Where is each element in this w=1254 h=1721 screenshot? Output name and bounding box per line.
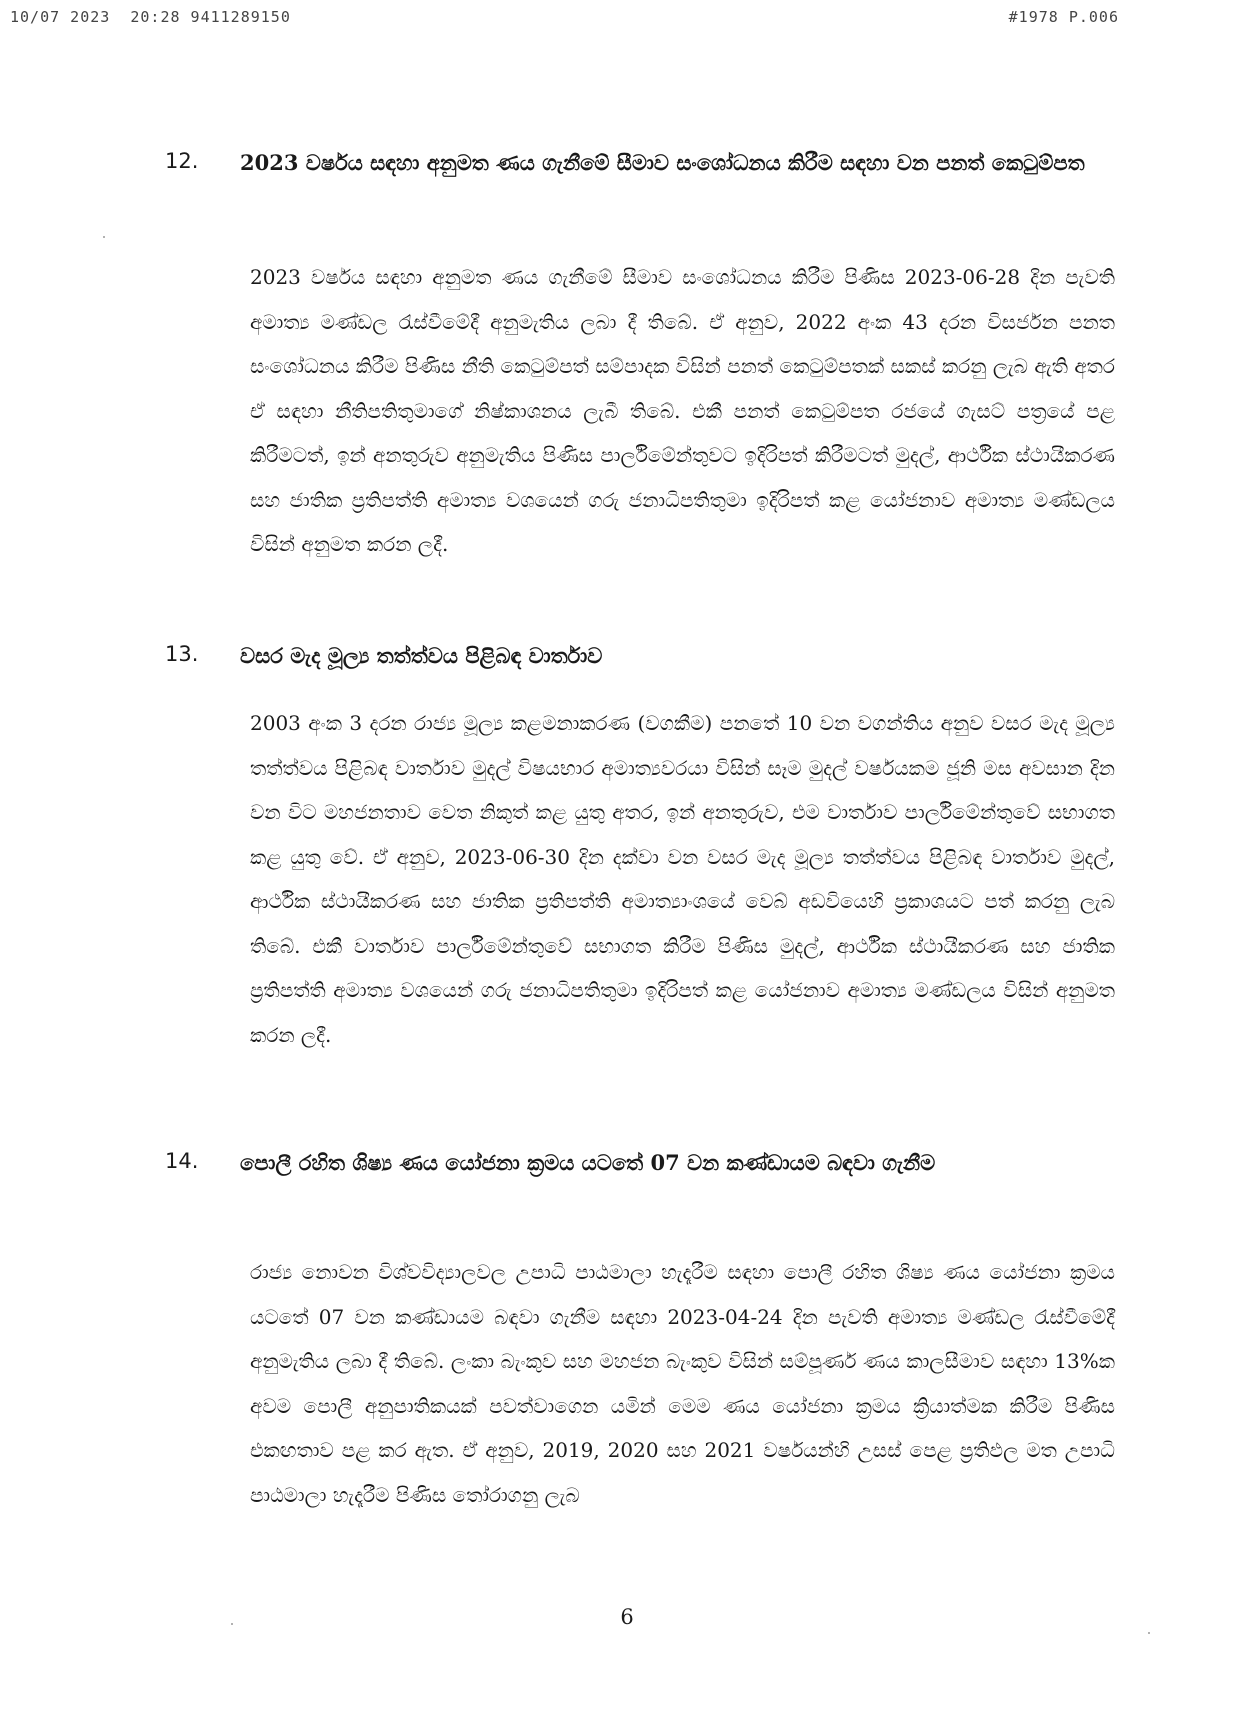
section-title: පොලී රහිත ශිෂ්‍ය ණය යෝජනා ක්‍රමය යටතේ 07 වන කණ්ඩායම බඳවා ගැනීම bbox=[240, 1150, 936, 1175]
page-number: 6 bbox=[620, 1605, 634, 1629]
section-number: 12. bbox=[165, 149, 199, 173]
scan-speck bbox=[1148, 1632, 1150, 1634]
section-body: 2023 වර්ෂය සඳහා අනුමත ණය ගැනීමේ සීමාව සංශෝධනය කිරීම පිණිස 2023-06-28 දින පැවති අමාත්‍ය මණ්ඩල රැස්වීමේදී අනුමැතිය ලබා දී තිබේ. ඒ අනුව, 2022 අංක 43 දරන විසර්ජන පනත සංශෝධනය කිරීම පිණිස නීති කෙටුම්පත් සම්පාදක විසින් පනත් කෙටුම්පතක් සකස් කරනු ලැබ ඇති අතර ඒ සඳහා නීතිපතිතුමාගේ නිෂ්කාශනය ලැබී තිබේ. එකී පනත් කෙටුම්පත රජයේ ගැසට් පත්‍රයේ පළ කිරීමටත්, ඉන් අනතුරුව අනුමැතිය පිණිස පාර්ලිමේන්තුවට ඉදිරිපත් කිරීමටත් මුදල්, ආර්ථික ස්ථායීකරණ සහ ජාතික ප්‍රතිපත්ති අමාත්‍ය වශයෙන් ගරු ජනාධිපතිතුමා ඉදිරිපත් කළ යෝජනාව අමාත්‍ය මණ්ඩලය විසින් අනුමත කරන ලදී. bbox=[250, 265, 1115, 556]
section-number: 13. bbox=[165, 642, 199, 666]
section-number: 14. bbox=[165, 1149, 199, 1173]
scan-speck bbox=[103, 236, 105, 238]
fax-page-ref: #1978 P.006 bbox=[1008, 8, 1119, 26]
fax-timestamp: 10/07 2023 20:28 9411289150 bbox=[10, 8, 291, 26]
fax-header bbox=[0, 8, 1254, 34]
section-title: වසර මැද මූල්‍ය තත්ත්වය පිළිබඳ වාර්තාව bbox=[240, 643, 603, 668]
scan-speck bbox=[231, 1623, 233, 1625]
section-title: 2023 වර්ෂය සඳහා අනුමත ණය ගැනීමේ සීමාව සංශෝධනය කිරීම සඳහා වන පනත් කෙටුම්පත bbox=[240, 150, 1085, 175]
section-body: රාජ්‍ය නොවන විශ්වවිද්‍යාලවල උපාධි පාඨමාලා හැදෑරීම සඳහා පොලී රහිත ශිෂ්‍ය ණය යෝජනා ක්‍රමය යටතේ 07 වන කණ්ඩායම බඳවා ගැනීම සඳහා 2023-04-24 දින පැවති අමාත්‍ය මණ්ඩල රැස්වීමේදී අනුමැතිය ලබා දී තිබේ. ලංකා බැංකුව සහ මහජන බැංකුව විසින් සම්පූර්ණ ණය කාලසීමාව සඳහා 13%ක අවම පොලී අනුපාතිකයක් පවත්වාගෙන යමින් මෙම ණය යෝජනා ක්‍රමය ක්‍රියාත්මක කිරීම පිණිස එකඟතාව පළ කර ඇත. ඒ අනුව, 2019, 2020 සහ 2021 වර්ෂයන්හි උසස් පෙළ ප්‍රතිඵල මත උපාධි පාඨමාලා හැදෑරීම පිණිස තෝරාගනු ලැබ bbox=[250, 1260, 1115, 1507]
section-body: 2003 අංක 3 දරන රාජ්‍ය මූල්‍ය කළමනාකරණ (වගකීම) පනතේ 10 වන වගන්තිය අනුව වසර මැද මූල්‍ය තත්ත්වය පිළිබඳ වාර්තාව මුදල් විෂයභාර අමාත්‍යවරයා විසින් සෑම මුදල් වර්ෂයකම ජූනි මස අවසාන දින වන විට මහජනතාව වෙත නිකුත් කළ යුතු අතර, ඉන් අනතුරුව, එම වාර්තාව පාර්ලිමේන්තුවේ සභාගත කළ යුතු වේ. ඒ අනුව, 2023-06-30 දින දක්වා වන වසර මැද මූල්‍ය තත්ත්වය පිළිබඳ වාර්තාව මුදල්, ආර්ථික ස්ථායීකරණ සහ ජාතික ප්‍රතිපත්ති අමාත්‍යාංශයේ වෙබ් අඩවියෙහි ප්‍රකාශයට පත් කරනු ලැබ තිබේ. එකී වාර්තාව පාර්ලිමේන්තුවේ සභාගත කිරීම පිණිස මුදල්, ආර්ථික ස්ථායීකරණ සහ ජාතික ප්‍රතිපත්ති අමාත්‍ය වශයෙන් ගරු ජනාධිපතිතුමා ඉදිරිපත් කළ යෝජනාව අමාත්‍ය මණ්ඩලය විසින් අනුමත කරන ලදී. bbox=[250, 711, 1115, 1047]
